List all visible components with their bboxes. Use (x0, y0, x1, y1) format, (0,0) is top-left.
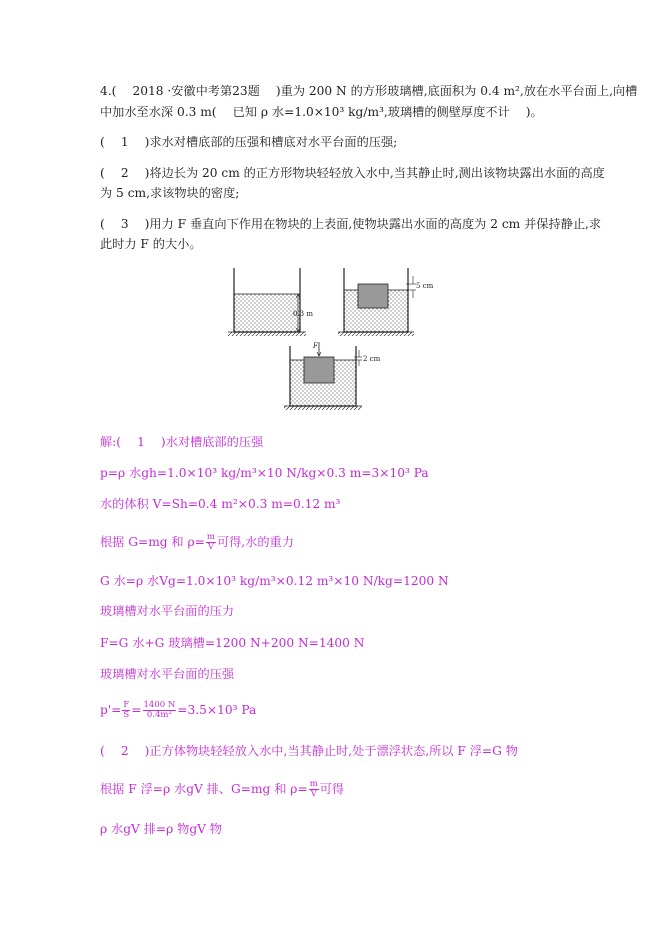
question-part-2-line-2: 为 5 cm,求该物块的密度; (100, 186, 240, 200)
solution-line-2: p=ρ 水gh=1.0×10³ kg/m³×10 N/kg×0.3 m=3×10³ Pa (100, 466, 429, 480)
label-5cm: 5 cm (416, 282, 434, 290)
solution-line-4-pre: 根据 G=mg 和 ρ= (100, 535, 205, 549)
solution-line-9-post: =3.5×10³ Pa (177, 703, 257, 717)
solution-line-9-pre: p'= (100, 703, 122, 717)
question-line-1: 4.( 2018 ·安徽中考第23题 )重为 200 N 的方形玻璃槽,底面积为 0.4 m²,放在水平台面上,向槽 (100, 84, 638, 98)
solution-line-1: 解:( 1 )水对槽底部的压强 (100, 435, 264, 449)
label-2cm: 2 cm (363, 355, 381, 363)
solution-line-12: ρ 水gV 排=ρ 物gV 物 (100, 822, 222, 836)
solution-line-7: F=G 水+G 玻璃槽=1200 N+200 N=1400 N (100, 636, 365, 650)
fraction-m-over-v: $\frac{m}{V}$ (206, 532, 215, 552)
question-line-2: 中加水至水深 0.3 m( 已知 ρ 水=1.0×10³ kg/m³,玻璃槽的侧壁厚度不计 )。 (100, 105, 543, 119)
equals-sign: = (131, 703, 142, 717)
solution-line-3: 水的体积 V=Sh=0.4 m²×0.3 m=0.12 m³ (100, 497, 341, 511)
fraction-1400-over-04: $\frac{1400 N}{\text{0.4m²}}$ (143, 700, 176, 720)
fraction-m-over-v-2: $\frac{m}{V}$ (309, 779, 318, 799)
tank-1 (228, 268, 306, 336)
tank-figure (210, 262, 450, 412)
tank-3 (284, 342, 362, 410)
solution-line-11-post: 可得 (319, 782, 345, 796)
solution-line-4 (100, 533, 294, 552)
question-part-2-line-1: ( 2 )将边长为 20 cm 的正方形物块轻轻放入水中,当其静止时,测出该物块露出水面的高度 (100, 166, 605, 180)
solution-line-9 (100, 701, 256, 720)
question-part-3-line-1: ( 3 )用力 F 垂直向下作用在物块的上表面,使物块露出水面的高度为 2 cm 并保持静止,求 (100, 217, 602, 231)
solution-line-10: ( 2 )正方体物块轻轻放入水中,当其静止时,处于漂浮状态,所以 F 浮=G 物 (100, 744, 518, 758)
solution-line-8: 玻璃槽对水平台面的压强 (100, 667, 235, 681)
question-part-3-line-2: 此时力 F 的大小。 (100, 237, 202, 251)
fraction-f-over-s: $\frac{F}{S}$ (123, 700, 130, 720)
solution-line-4-post: 可得,水的重力 (216, 535, 294, 549)
depth-label: 0.3 m (293, 310, 313, 318)
question-part-1: ( 1 )求水对槽底部的压强和槽底对水平台面的压强; (100, 135, 398, 149)
force-label: F (313, 342, 318, 350)
solution-line-6: 玻璃槽对水平台面的压力 (100, 604, 235, 618)
solution-line-5: G 水=ρ 水Vg=1.0×10³ kg/m³×0.12 m³×10 N/kg=1200 N (100, 574, 449, 588)
solution-line-11-pre: 根据 F 浮=ρ 水gV 排、G=mg 和 ρ= (100, 782, 308, 796)
solution-line-11 (100, 780, 344, 799)
tank-2 (338, 268, 416, 336)
